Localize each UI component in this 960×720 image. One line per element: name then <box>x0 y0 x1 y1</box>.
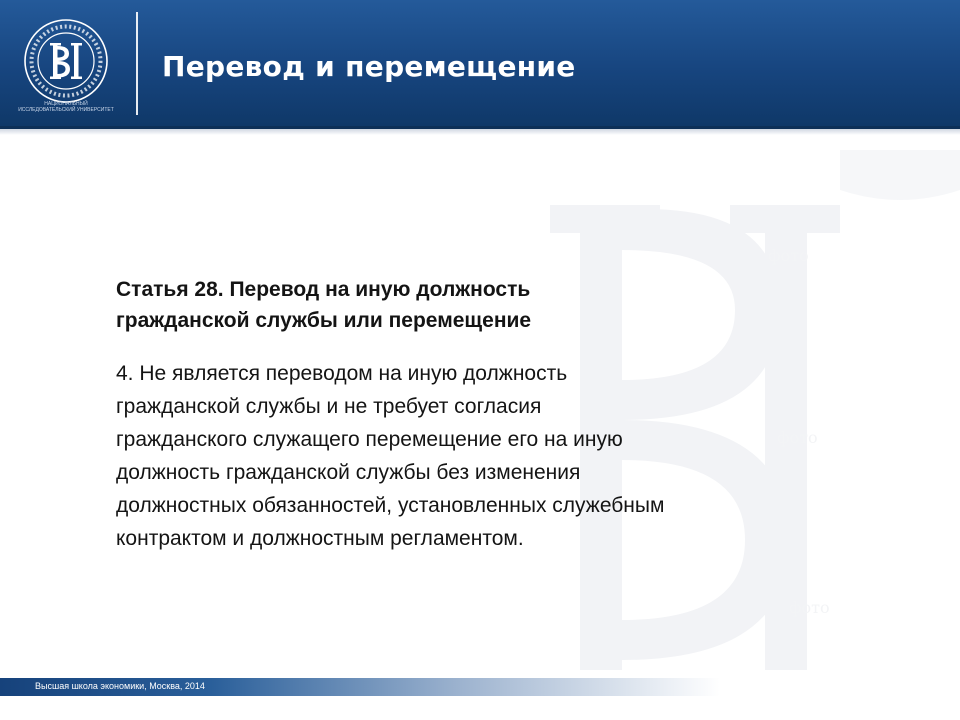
heading-line: гражданской службы или перемещение <box>116 309 532 332</box>
header-divider <box>136 12 138 115</box>
header-shadow <box>0 129 960 135</box>
paragraph-line: должностных обязанностей, установленных служебным <box>116 494 665 517</box>
heading-line: Статья 28. Перевод на иную должность <box>116 278 531 301</box>
article-paragraph <box>116 357 836 555</box>
paragraph-line: гражданского служащего перемещение его на иную <box>116 428 623 451</box>
article-heading <box>116 274 836 336</box>
watermark-photo-label: фото <box>777 428 818 447</box>
watermark-photo-label: фото <box>789 598 830 617</box>
paragraph-line: 4. Не является переводом на иную должность <box>116 362 568 385</box>
paragraph-line: гражданской службы и не требует согласия <box>116 395 542 418</box>
footer-text: Высшая школа экономики, Москва, 2014 <box>35 681 205 691</box>
paragraph-line: должность гражданской службы без изменения <box>116 461 581 484</box>
slide-body <box>116 274 836 555</box>
paragraph-line: контрактом и должностным регламентом. <box>116 527 524 550</box>
logo-caption: НАЦИОНАЛЬНЫЙ ИССЛЕДОВАТЕЛЬСКИЙ УНИВЕРСИТЕТ <box>18 101 114 113</box>
page-title: Перевод и перемещение <box>162 50 576 83</box>
watermark-photo-label: фото <box>768 246 809 265</box>
